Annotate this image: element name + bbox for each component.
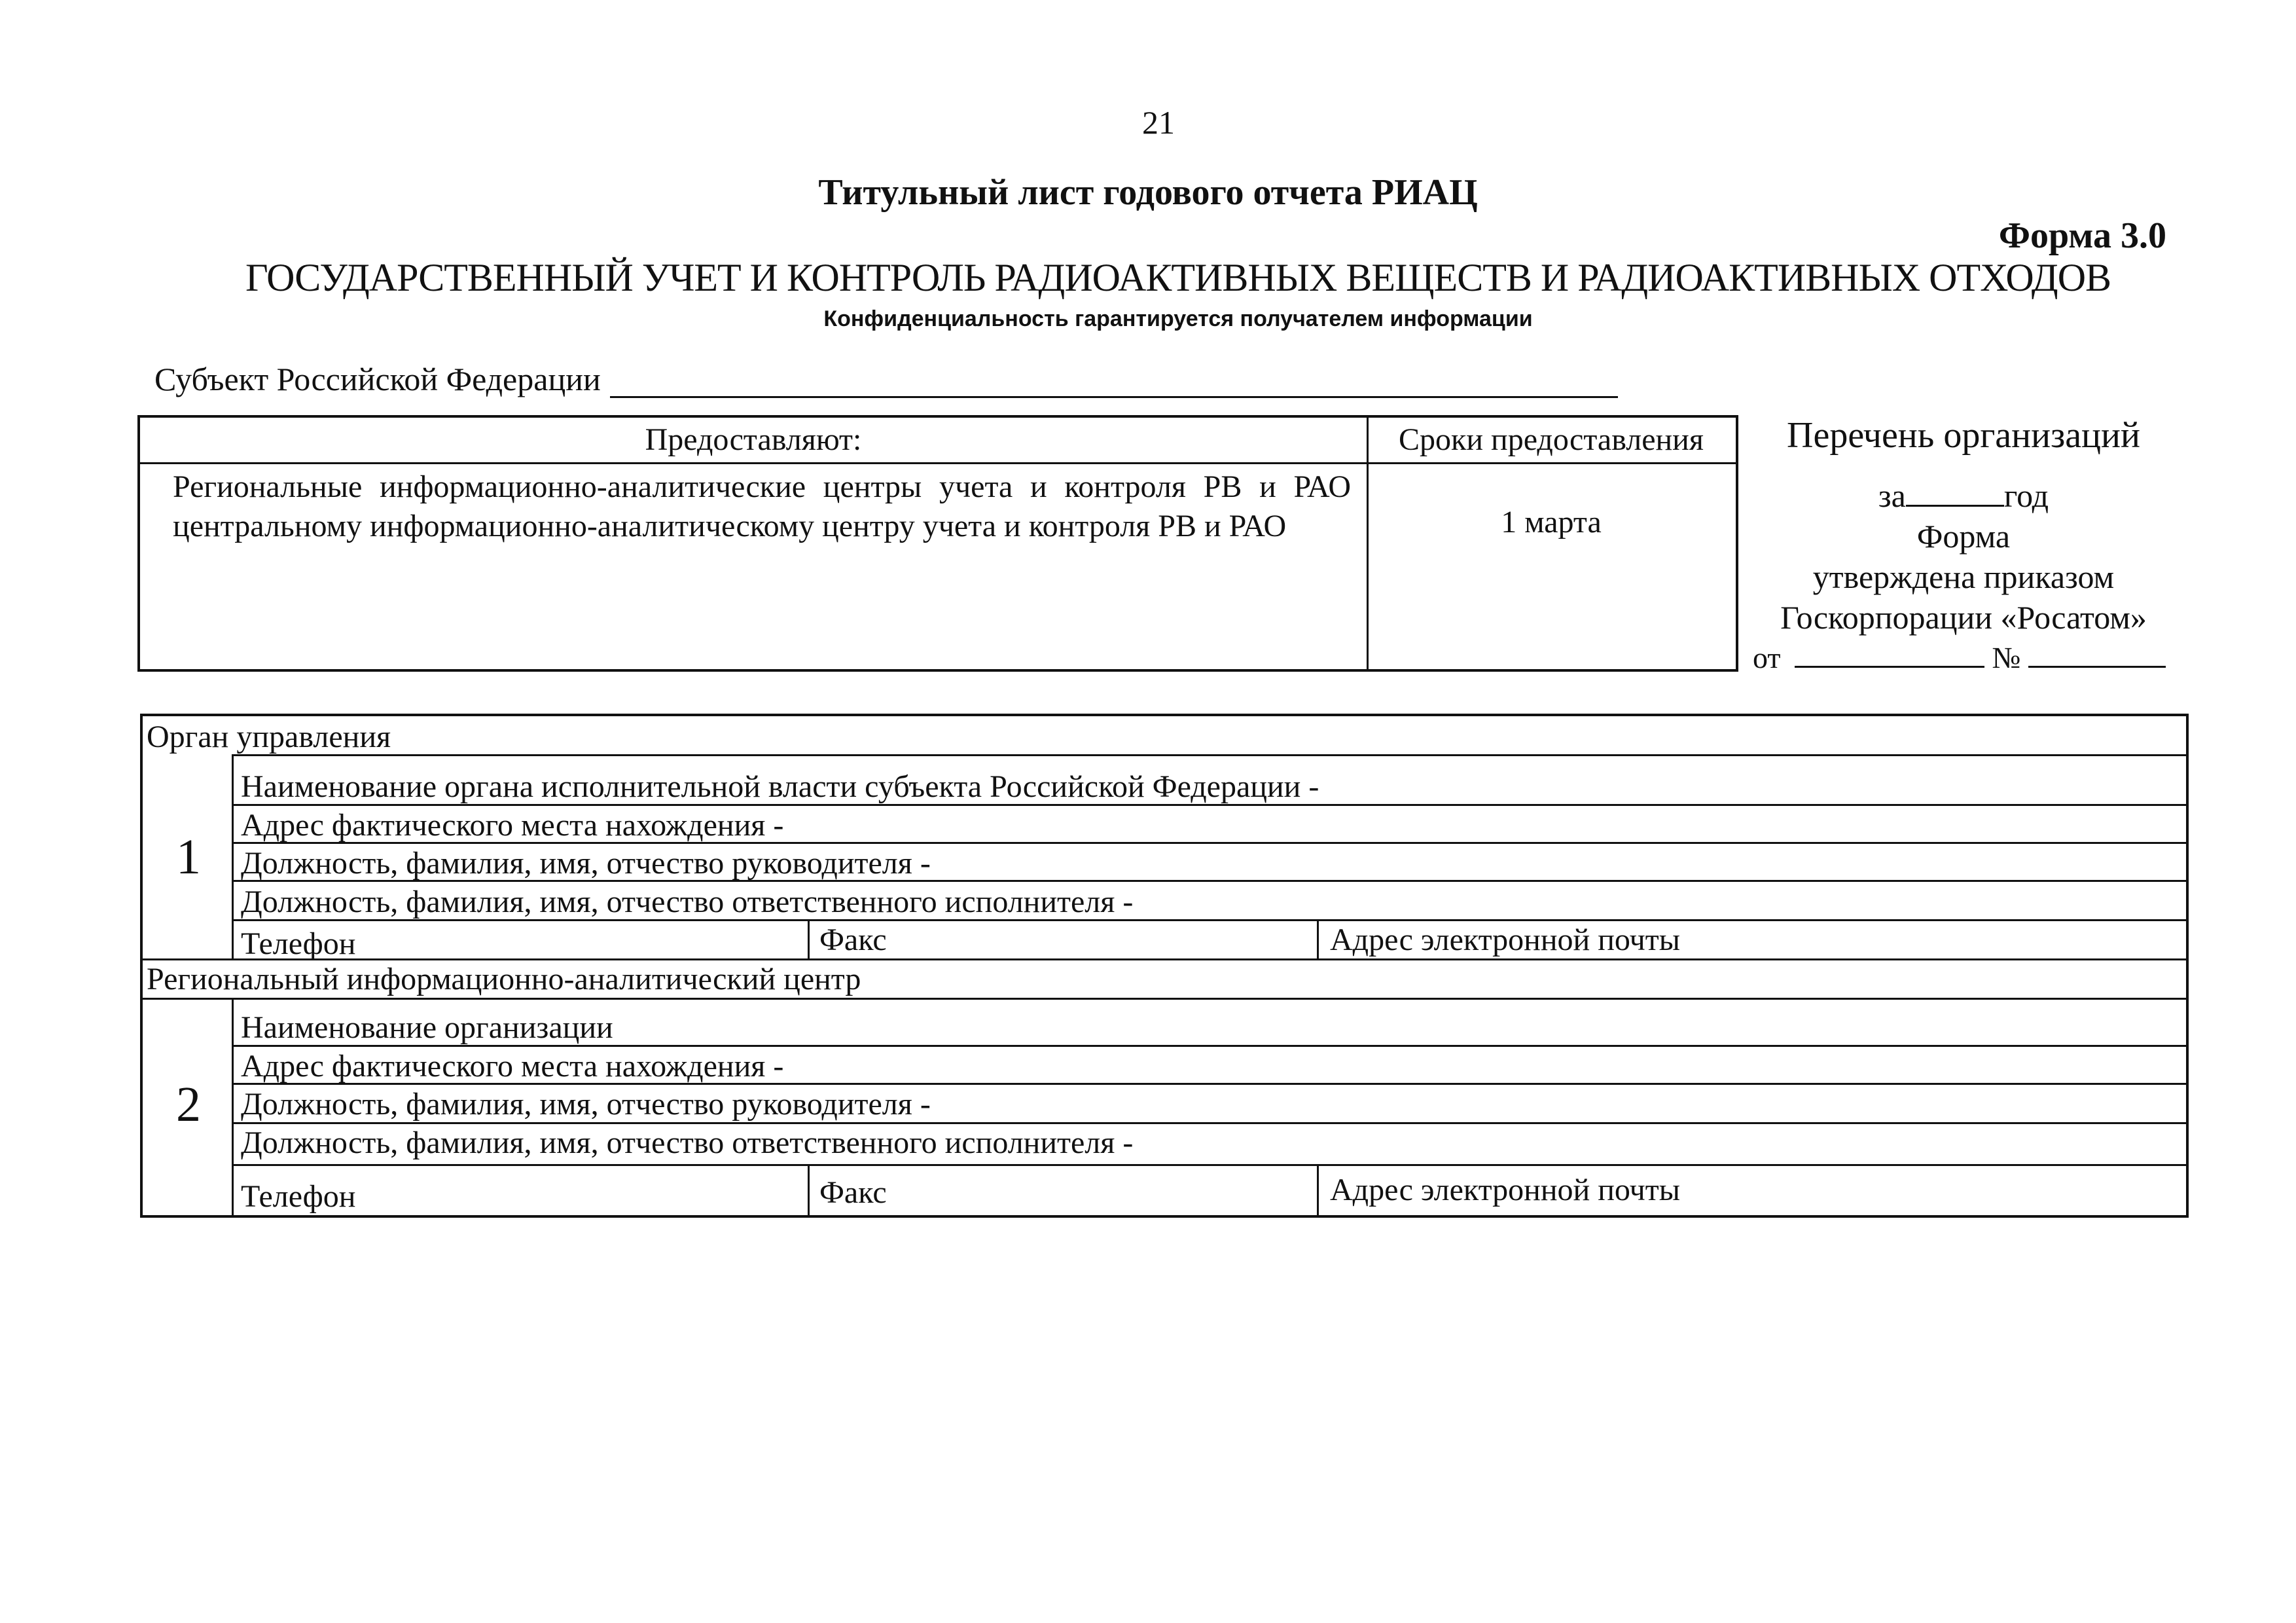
row-divider [143,958,2186,960]
form-id: Форма 3.0 [1998,215,2166,256]
row-divider [143,998,2186,1000]
approved-text: утверждена приказом [1812,558,2115,595]
section-header-management-body: Орган управления [147,720,391,754]
phone-cell[interactable]: Телефон [241,1179,356,1214]
row-actual-address[interactable]: Адрес фактического места нахождения - [241,1049,784,1084]
document-title: Титульный лист годового отчета РИАЦ [818,172,1478,213]
email-cell[interactable]: Адрес электронной почты [1330,922,1681,957]
form-word: Форма [1916,518,2011,555]
year-input-line[interactable] [1906,479,2004,507]
deadline-value: 1 марта [1501,505,1602,539]
section-number: 1 [176,830,201,884]
row-divider [232,1164,2186,1166]
page-number: 21 [1142,104,1175,141]
main-heading: ГОСУДАРСТВЕННЫЙ УЧЕТ И КОНТРОЛЬ РАДИОАКТИВНЫХ ВЕЩЕСТВ И РАДИОАКТИВНЫХ ОТХОДОВ [245,256,2111,299]
phone-cell[interactable]: Телефон [241,926,356,961]
row-responsible-name[interactable]: Должность, фамилия, имя, отчество ответственного исполнителя - [241,1125,1134,1160]
section-header-regional-center: Региональный информационно-аналитический центр [147,962,861,996]
subject-field [154,360,1618,398]
provide-column-header: Предоставляют: [645,422,862,457]
row-actual-address[interactable]: Адрес фактического места нахождения - [241,808,784,843]
row-divider [232,754,2186,756]
row-authority-name[interactable]: Наименование органа исполнительной власти субъекта Российской Федерации - [241,769,1319,804]
contact-column-divider [808,919,810,958]
fax-cell[interactable]: Факс [819,1175,887,1210]
fax-cell[interactable]: Факс [819,922,887,957]
confidentiality-note: Конфиденциальность гарантируется получателем информации [823,306,1533,331]
number-label: № [1992,641,2021,674]
contact-column-divider [1317,1164,1319,1215]
row-organization-name[interactable]: Наименование организации [241,1010,613,1045]
section-number: 2 [176,1077,201,1132]
row-head-name[interactable]: Должность, фамилия, имя, отчество руководителя - [241,1087,931,1122]
deadline-column-header: Сроки предоставления [1399,422,1704,457]
row-head-name[interactable]: Должность, фамилия, имя, отчество руководителя - [241,846,931,881]
approval-details-line [1753,638,2186,678]
organizations-list-block [1741,415,2186,678]
year-suffix: год [2003,477,2049,514]
contact-column-divider [808,1164,810,1215]
row-responsible-name[interactable]: Должность, фамилия, имя, отчество ответственного исполнителя - [241,884,1134,919]
date-input-line[interactable] [1795,642,1984,668]
email-cell[interactable]: Адрес электронной почты [1330,1173,1681,1207]
organization-table [140,714,2189,1218]
subject-input-line[interactable] [610,366,1618,398]
provide-table [137,415,1738,672]
year-prefix: за [1878,477,1906,514]
subject-label: Субъект Российской Федерации [154,361,601,397]
year-line [1741,475,2186,516]
from-label: от [1753,641,1781,674]
contact-column-divider [1317,919,1319,958]
organizations-list-title: Перечень организаций [1787,415,2140,456]
header-divider [140,462,1736,464]
rosatom-text: Госкорпорации «Росатом» [1780,599,2147,636]
provider-description: Региональные информационно-аналитические центры учета и контроля РВ и РАО центральному информационно-аналитическому центру учета и контроля РВ и РАО [173,469,1351,543]
order-number-input-line[interactable] [2028,642,2166,668]
